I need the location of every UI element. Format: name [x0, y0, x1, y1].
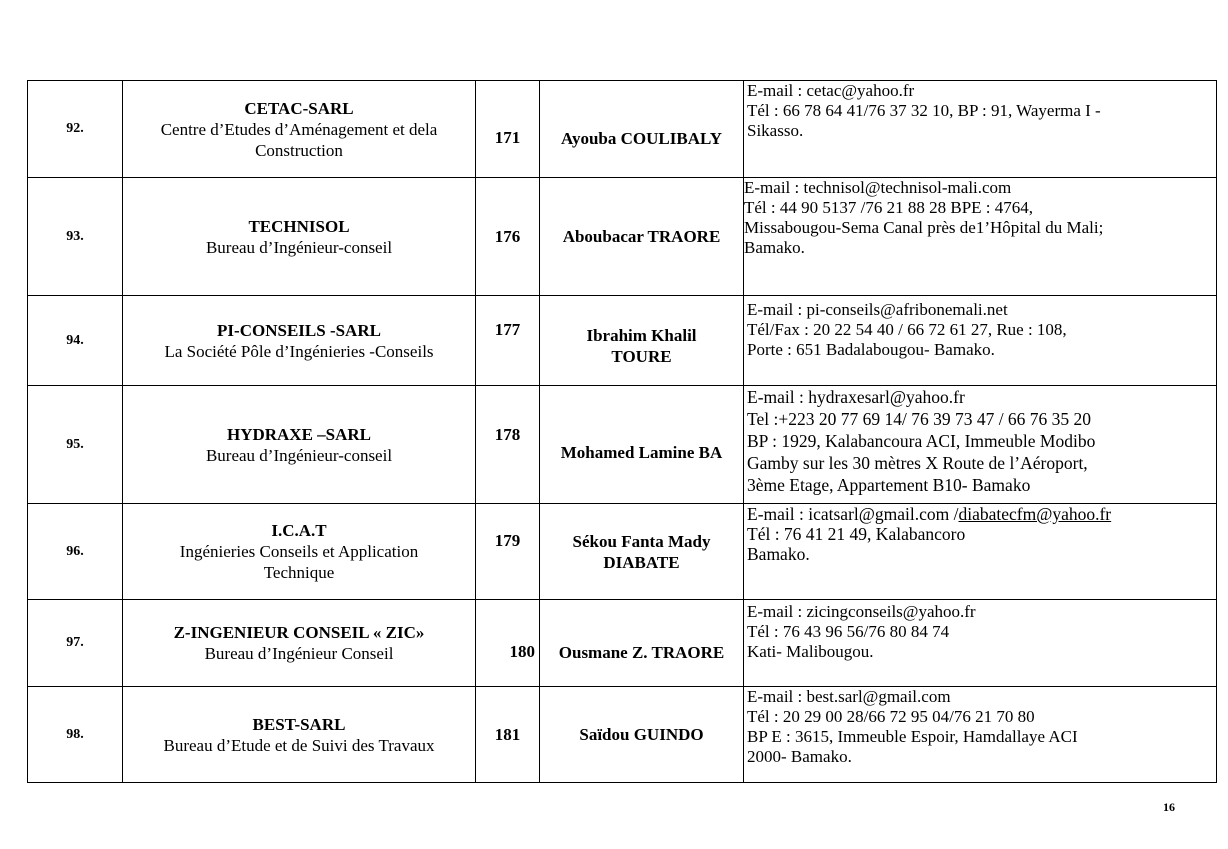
code-cell: 177 [476, 296, 540, 386]
organization-cell [123, 296, 476, 386]
organization-cell [123, 81, 476, 178]
organization-desc-line: La Société Pôle d’Ingénieries -Conseils [164, 341, 434, 361]
contact-cell [744, 81, 1217, 178]
contact-line: Porte : 651 Badalabougou- Bamako. [747, 340, 995, 359]
person-name: Mohamed Lamine BA [560, 443, 723, 462]
contact-line: 3ème Etage, Appartement B10- Bamako [747, 475, 1031, 495]
table-row [28, 178, 1217, 296]
organization-cell [123, 504, 476, 600]
page-number: 16 [1163, 800, 1175, 814]
person-cell [540, 600, 744, 687]
organization-desc-line: Bureau d’Etude et de Suivi des Travaux [163, 735, 435, 755]
organization-cell [123, 687, 476, 783]
contact-line: Kati- Malibougou. [747, 642, 874, 661]
contact-line: Tél/Fax : 20 22 54 40 / 66 72 61 27, Rue : 108, [747, 320, 1067, 339]
organization-name: Z-INGENIEUR CONSEIL « ZIC» [173, 623, 425, 642]
contact-line: E-mail : cetac@yahoo.fr [747, 81, 915, 100]
organization-name: BEST-SARL [252, 714, 346, 734]
contact-line: Tél : 20 29 00 28/66 72 95 04/76 21 70 80 [747, 707, 1035, 726]
organization-name: CETAC-SARL [244, 98, 354, 118]
person-cell [540, 386, 744, 504]
person-cell [540, 504, 744, 600]
organization-desc-line: Ingénieries Conseils et Application [179, 542, 419, 561]
organization-desc-line: Technique [263, 563, 335, 582]
organization-desc-line: Bureau d’Ingénieur-conseil [205, 445, 393, 465]
organization-desc-line: Construction [255, 140, 343, 160]
person-cell [540, 296, 744, 386]
contact-line: Bamako. [747, 544, 810, 564]
table-row [28, 81, 1217, 178]
person-name-line: Sékou Fanta Mady [572, 531, 711, 551]
person-name: Ayouba COULIBALY [560, 128, 723, 148]
person-name-line: Ibrahim Khalil [586, 325, 697, 345]
contact-email-link[interactable]: diabatecfm@yahoo.fr [958, 504, 1112, 524]
contact-cell [744, 296, 1217, 386]
organization-desc-line: Centre d’Etudes d’Aménagement et dela [160, 119, 438, 139]
directory-table-container [27, 80, 1217, 783]
row-number: 94. [28, 296, 123, 386]
contact-line: Tél : 76 43 96 56/76 80 84 74 [747, 622, 950, 641]
person-name-line: DIABATE [603, 552, 680, 572]
row-number: 97. [28, 600, 123, 687]
contact-line: 2000- Bamako. [747, 747, 852, 766]
contact-cell [744, 600, 1217, 687]
contact-line: E-mail : best.sarl@gmail.com [747, 687, 951, 706]
row-number: 98. [28, 687, 123, 783]
table-row [28, 504, 1217, 600]
organization-name: PI-CONSEILS -SARL [217, 320, 381, 340]
person-name: Aboubacar TRAORE [562, 227, 721, 246]
organization-name: HYDRAXE –SARL [226, 424, 372, 444]
row-number: 95. [28, 386, 123, 504]
code-cell: 181 [476, 687, 540, 783]
row-number: 93. [28, 178, 123, 296]
person-cell [540, 178, 744, 296]
contact-cell [744, 504, 1217, 600]
organization-desc-line: Bureau d’Ingénieur-conseil [205, 237, 393, 257]
code-cell: 180 [476, 600, 540, 687]
table-row [28, 386, 1217, 504]
code-cell: 171 [476, 81, 540, 178]
table-row [28, 687, 1217, 783]
code-cell: 179 [476, 504, 540, 600]
contact-cell [744, 687, 1217, 783]
contact-line: Tel :+223 20 77 69 14/ 76 39 73 47 / 66 76 35 20 [747, 409, 1092, 429]
organization-name: I.C.A.T [271, 521, 327, 540]
contact-line: Tél : 66 78 64 41/76 37 32 10, BP : 91, Wayerma I - [747, 101, 1101, 120]
code-cell: 176 [476, 178, 540, 296]
person-cell [540, 81, 744, 178]
row-number: 92. [28, 81, 123, 178]
directory-table [27, 80, 1217, 783]
person-name: Saïdou GUINDO [579, 725, 704, 744]
contact-line: BP E : 3615, Immeuble Espoir, Hamdallaye ACI [747, 727, 1078, 746]
contact-email: E-mail : icatsarl@gmail.com / [747, 504, 959, 524]
contact-cell [744, 178, 1217, 296]
contact-line: Gamby sur les 30 mètres X Route de l’Aéroport, [747, 453, 1088, 473]
table-row [28, 600, 1217, 687]
contact-line: Missabougou-Sema Canal près de1’Hôpital du Mali; [744, 218, 1104, 237]
contact-line: Tél : 76 41 21 49, Kalabancoro [747, 524, 966, 544]
contact-line: Sikasso. [747, 121, 804, 140]
organization-name: TECHNISOL [248, 216, 350, 236]
table-row [28, 296, 1217, 386]
organization-cell [123, 600, 476, 687]
contact-line: E-mail : pi-conseils@afribonemali.net [747, 300, 1008, 319]
contact-line: Bamako. [744, 238, 805, 257]
code-cell: 178 [476, 386, 540, 504]
person-cell [540, 687, 744, 783]
contact-line: E-mail : zicingconseils@yahoo.fr [747, 602, 976, 621]
organization-cell [123, 178, 476, 296]
contact-line: E-mail : technisol@technisol-mali.com [744, 178, 1012, 197]
contact-line: Tél : 44 90 5137 /76 21 88 28 BPE : 4764, [744, 198, 1033, 217]
row-number: 96. [28, 504, 123, 600]
contact-cell [744, 386, 1217, 504]
organization-cell [123, 386, 476, 504]
person-name-line: TOURE [611, 346, 672, 366]
contact-line: BP : 1929, Kalabancoura ACI, Immeuble Modibo [747, 431, 1096, 451]
contact-line [747, 504, 1213, 524]
contact-line: E-mail : hydraxesarl@yahoo.fr [747, 387, 965, 407]
organization-desc-line: Bureau d’Ingénieur Conseil [204, 644, 394, 663]
person-name: Ousmane Z. TRAORE [558, 642, 725, 662]
